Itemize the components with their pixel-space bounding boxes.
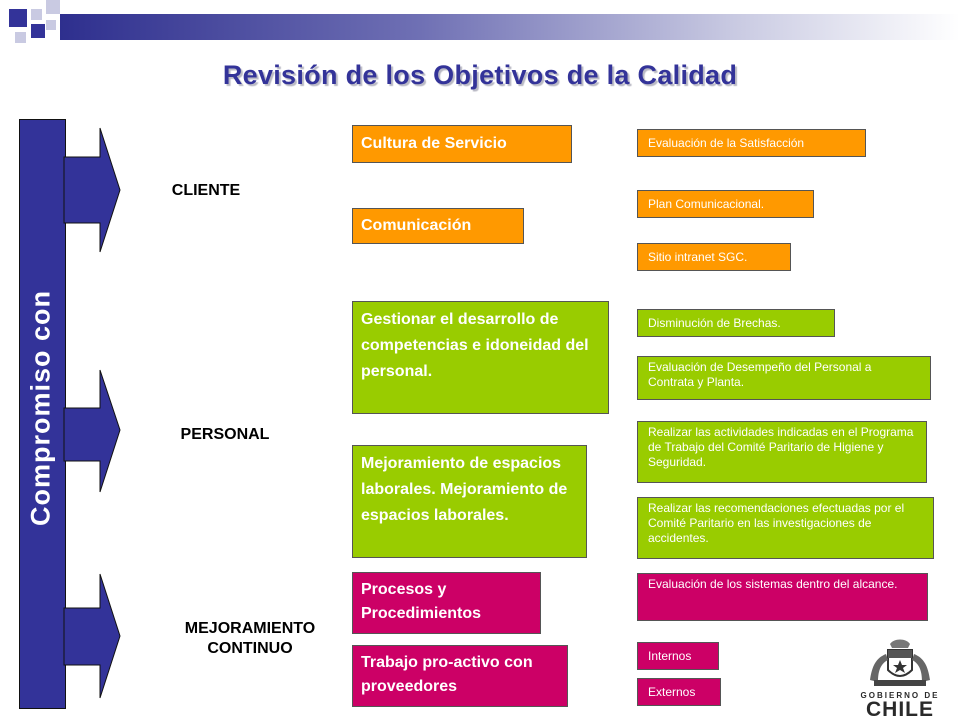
objective-box: Gestionar el desarrollo de competencias e idoneidad del personal.: [352, 301, 609, 414]
action-box: Realizar las actividades indicadas en el Programa de Trabajo del Comité Paritario de Higiene y Seguridad.: [637, 421, 927, 483]
logo-line1: GOBIERNO DE: [860, 691, 940, 700]
action-box: Plan Comunicacional.: [637, 190, 814, 218]
page-title: Revisión de los Objetivos de la Calidad: [222, 60, 738, 90]
gobierno-logo: [850, 636, 950, 721]
objective-box: Mejoramiento de espacios laborales. Mejoramiento de espacios laborales.: [352, 445, 587, 558]
objective-box: Comunicación: [352, 208, 524, 244]
action-box: Evaluación de los sistemas dentro del alcance.: [637, 573, 928, 621]
action-box: Internos: [637, 642, 719, 670]
action-box: Disminución de Brechas.: [637, 309, 835, 337]
arrow-cliente: [64, 128, 120, 252]
action-box: Evaluación de la Satisfacción: [637, 129, 866, 157]
objective-box: Trabajo pro-activo con proveedores: [352, 645, 568, 707]
category-mejoramiento: MEJORAMIENTO CONTINUO: [184, 620, 316, 657]
arrow-personal: [64, 370, 120, 492]
category-cliente: CLIENTE: [171, 182, 241, 199]
crest-icon: [850, 636, 950, 688]
objective-box: Cultura de Servicio: [352, 125, 572, 163]
action-box: Sitio intranet SGC.: [637, 243, 791, 271]
action-box: Evaluación de Desempeño del Personal a Contrata y Planta.: [637, 356, 931, 400]
objective-box: Procesos y Procedimientos: [352, 572, 541, 634]
commitment-label: Compromiso con: [25, 289, 56, 527]
action-box: Externos: [637, 678, 721, 706]
logo-line2: CHILE: [866, 698, 934, 721]
category-personal: PERSONAL: [180, 426, 270, 443]
action-box: Realizar las recomendaciones efectuadas por el Comité Paritario en las investigaciones de accidentes.: [637, 497, 934, 559]
arrow-mejoramiento: [64, 574, 120, 698]
